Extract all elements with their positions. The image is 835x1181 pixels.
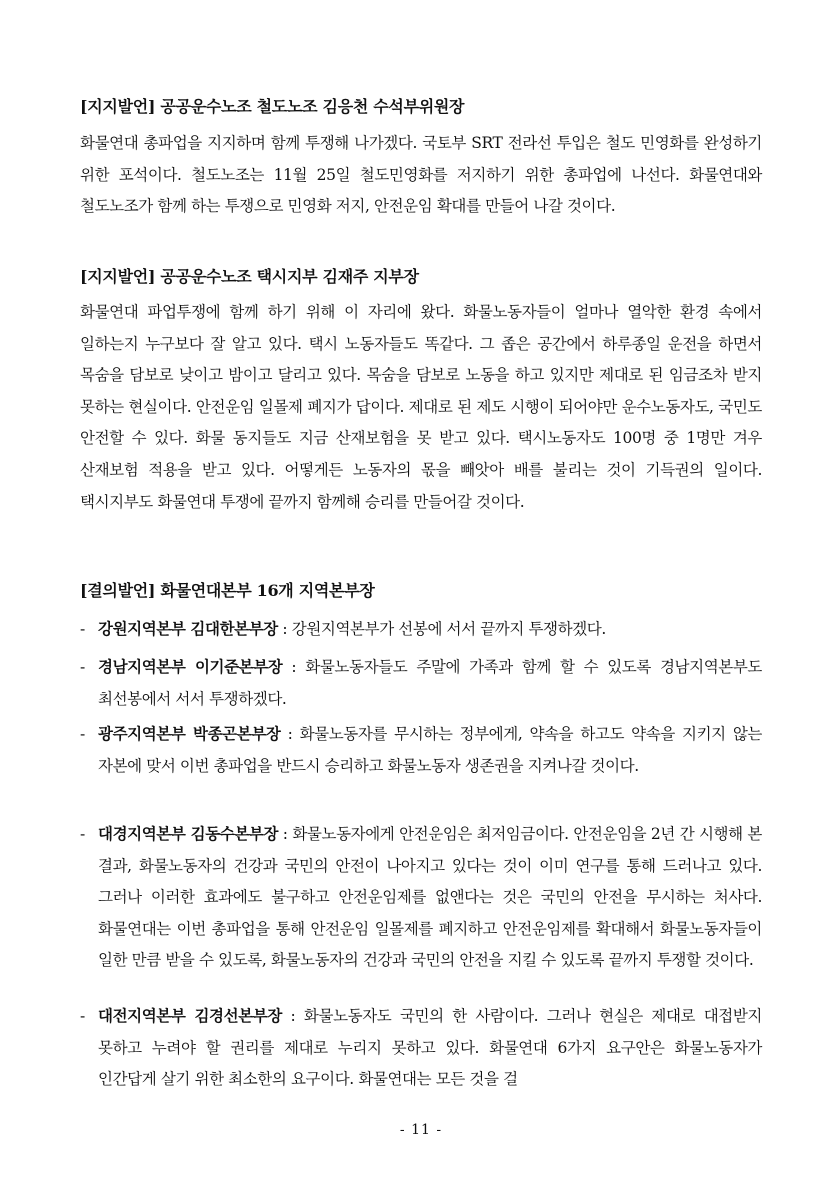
section-body-railway-union: 화물연대 총파업을 지지하며 함께 투쟁해 나가겠다. 국토부 SRT 전라선 투입은 철도 민영화를 완성하기 위한 포석이다. 철도노조는 11월 25일 철도민영화를 저지하기 위한 총파업에 나선다. 화물연대와 철도노조가 함께 하는 투쟁으로 민영화 저지, 안전운임 확대를 만들어 나갈 것이다. (80, 134, 762, 216)
speech-text: 화물노동자도 국민의 한 사람이다. 그러나 현실은 제대로 대접받지 못하고 누려야 할 권리를 제대로 누리지 못하고 있다. 화물연대 6가지 요구안은 화물노동자가 인간답게 살기 위한 최소한의 요구이다. 화물연대는 모든 것을 걸 (98, 1007, 762, 1089)
list-dash: - (80, 658, 85, 676)
list-item (80, 1000, 762, 1096)
section-body-taxi-union: 화물연대 파업투쟁에 함께 하기 위해 이 자리에 왔다. 화물노동자들이 얼마나 열악한 환경 속에서 일하는지 누구보다 잘 알고 있다. 택시 노동자들도 똑같다. 그 좁은 공간에서 하루종일 운전을 하면서 목숨을 담보로 낮이고 밤이고 달리고 있다. 목숨을 담보로 노동을 하고 있지만 제대로 된 임금조차 받지 못하는 현실이다. 안전운임 일몰제 폐지가 답이다. 제대로 된 제도 시행이 되어야만 운수노동자도, 국민도 안전할 수 있다. 화물 동지들도 지금 산재보험을 못 받고 있다. 택시노동자도 100명 중 1명만 겨우 산재보험 적용을 받고 있다. 어떻게든 노동자의 몫을 빼앗아 배를 불리는 것이 기득권의 일이다. 택시지부도 화물연대 투쟁에 끝까지 함께해 승리를 만들어갈 것이다. (80, 303, 762, 511)
list-dash: - (80, 620, 85, 638)
section-heading-regional-leaders: [결의발언] 화물연대본부 16개 지역본부장 (80, 581, 375, 600)
list-item (80, 651, 762, 715)
speaker-separator: : (277, 620, 292, 638)
speech-text: 화물노동자에게 안전운임은 최저임금이다. 안전운임을 2년 간 시행해 본 결과, 화물노동자의 건강과 국민의 안전이 나아지고 있다는 것이 이미 연구를 통해 드러나고 있다. 그러나 이러한 효과에도 불구하고 안전운임제를 없앤다는 것은 국민의 안전을 무시하는 처사다. 화물연대는 이번 총파업을 통해 안전운임 일몰제를 폐지하고 안전운임제를 확대해서 화물노동자들이 일한 만큼 받을 수 있도록, 화물노동자의 건강과 국민의 안전을 지킬 수 있도록 끝까지 투쟁할 것이다. (98, 825, 762, 970)
list-dash: - (80, 725, 85, 743)
speech-text: 화물노동자들도 주말에 가족과 함께 할 수 있도록 경남지역본부도 최선봉에서 서서 투쟁하겠다. (98, 658, 762, 708)
list-item (80, 718, 762, 782)
speaker-separator: : (278, 825, 293, 843)
speaker-separator: : (281, 1007, 304, 1025)
list-dash: - (80, 1007, 85, 1025)
speech-text: 화물노동자를 무시하는 정부에게, 약속을 하고도 약속을 지키지 않는 자본에 맞서 이번 총파업을 반드시 승리하고 화물노동자 생존권을 지켜나갈 것이다. (98, 725, 763, 775)
speaker-separator: : (280, 725, 300, 743)
section-heading-railway-union: [지지발언] 공공운수노조 철도노조 김응천 수석부위원장 (80, 97, 465, 116)
list-dash: - (80, 825, 85, 843)
speaker-name: 강원지역본부 김대한본부장 (98, 619, 278, 638)
speech-text: 강원지역본부가 선봉에 서서 끝까지 투쟁하겠다. (291, 620, 606, 638)
speaker-name: 경남지역본부 이기준본부장 (98, 657, 283, 676)
page-number: - 11 - (399, 1122, 443, 1138)
speaker-separator: : (282, 658, 306, 676)
section-heading-taxi-union: [지지발언] 공공운수노조 택시지부 김재주 지부장 (80, 267, 419, 286)
speaker-name: 대경지역본부 김동수본부장 (98, 824, 279, 843)
speaker-name: 대전지역본부 김경선본부장 (98, 1006, 282, 1025)
list-item (80, 818, 762, 977)
list-item (80, 613, 762, 646)
speaker-name: 광주지역본부 박종곤본부장 (98, 724, 281, 743)
